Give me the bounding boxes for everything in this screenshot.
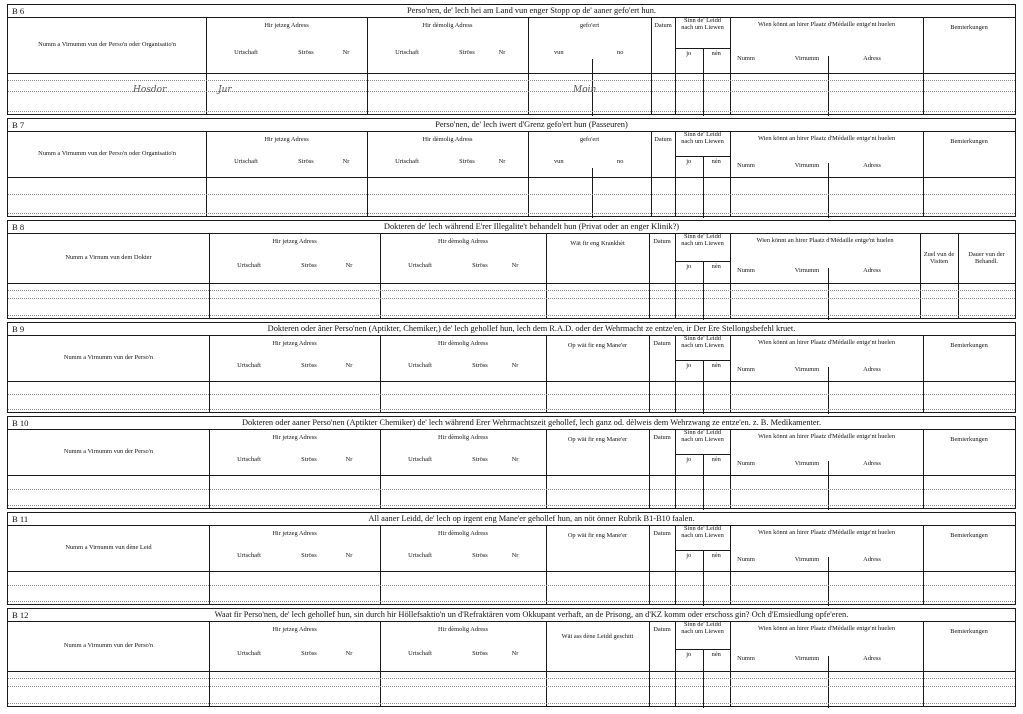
yes-no-divider bbox=[703, 550, 704, 606]
header-remarks: Bemierkungen bbox=[950, 436, 988, 443]
column-header-name: Numm a Virnumm vun der Perso'n bbox=[63, 448, 154, 455]
header-manner: Op wät fir eng Mane'er bbox=[567, 532, 628, 539]
header-street: Ströss bbox=[472, 552, 488, 559]
header-street: Ströss bbox=[472, 456, 488, 463]
header-from: vun bbox=[553, 158, 564, 165]
column-divider bbox=[209, 621, 210, 706]
header-no: nèn bbox=[711, 651, 721, 658]
header-former-address: Hir dèmolig Adress bbox=[437, 626, 489, 633]
entry-row-line bbox=[8, 290, 1015, 291]
header-remarks: Bemierkungen bbox=[950, 342, 988, 349]
column-header-name: Numm a Virnumm vun der Perso'n bbox=[63, 354, 154, 361]
column-divider bbox=[546, 621, 547, 706]
header-from: vun bbox=[553, 49, 564, 56]
header-yes: jo bbox=[686, 456, 692, 463]
header-firstname: Virnumm bbox=[794, 55, 820, 62]
section-code: B 9 bbox=[12, 324, 25, 334]
header-town: Urtschaft bbox=[237, 262, 261, 269]
column-divider bbox=[649, 621, 650, 706]
entry-row-line bbox=[8, 80, 1015, 81]
column-divider bbox=[675, 525, 676, 604]
header-medal-recipient: Wien könnt an hirer Plaatz d'Médaille entge'nt huelen bbox=[757, 135, 896, 142]
entry-row-line bbox=[8, 194, 1015, 195]
header-yes: jo bbox=[686, 50, 692, 57]
form-section bbox=[7, 220, 1016, 319]
header-firstname: Virnumm bbox=[794, 655, 820, 662]
section-code: B 6 bbox=[12, 6, 25, 16]
header-town: Urtschaft bbox=[234, 49, 258, 56]
medal-sub-divider bbox=[828, 367, 829, 414]
header-street: Ströss bbox=[301, 456, 317, 463]
column-divider bbox=[206, 17, 207, 114]
header-town: Urtschaft bbox=[395, 49, 419, 56]
header-address: Adress bbox=[863, 655, 881, 662]
header-town: Urtschaft bbox=[395, 158, 419, 165]
header-still-alive: Sinn de' Leidd nach um Liewen bbox=[681, 233, 724, 247]
header-town: Urtschaft bbox=[408, 262, 432, 269]
header-to: no bbox=[617, 49, 624, 56]
header-date: Datum bbox=[653, 530, 671, 537]
column-divider bbox=[730, 525, 731, 604]
column-divider bbox=[380, 233, 381, 318]
header-transported: gefo'ert bbox=[579, 136, 600, 143]
header-town: Urtschaft bbox=[408, 362, 432, 369]
column-divider bbox=[675, 131, 676, 216]
header-former-address: Hir dèmolig Adress bbox=[437, 340, 489, 347]
header-number: Nr bbox=[511, 650, 519, 657]
header-street: Ströss bbox=[459, 49, 475, 56]
section-title: Dokteren oder aaner Perso'nen (Aptikter Chemiker) de' lech während Erer Wehrmachtszeit gehollef, lech ganz od. dèlweis dem Wehrzwang ze entze'en. z. B. Medikamenter. bbox=[241, 418, 822, 427]
header-surname: Numm bbox=[737, 556, 755, 563]
column-divider bbox=[730, 17, 731, 114]
header-former-address: Hir dèmolig Adress bbox=[422, 136, 473, 143]
header-address: Adress bbox=[863, 267, 881, 274]
header-yes: jo bbox=[686, 158, 692, 165]
handwritten-name: Hosdor bbox=[133, 85, 167, 95]
handwritten-from: Moin bbox=[573, 85, 597, 95]
column-divider bbox=[675, 335, 676, 412]
header-address: Adress bbox=[863, 55, 881, 62]
header-still-alive: Sinn de' Leidd nach um Liewen bbox=[681, 131, 724, 145]
column-header-name: Numm a Virnumm vun der Perso'n oder Organisatio'n bbox=[38, 150, 176, 157]
header-number: Nr bbox=[345, 552, 353, 559]
form-section bbox=[7, 4, 1016, 115]
header-address: Adress bbox=[863, 460, 881, 467]
medal-sub-divider bbox=[828, 461, 829, 510]
header-street: Ströss bbox=[472, 362, 488, 369]
section-code: B 12 bbox=[12, 610, 29, 620]
header-firstname: Virnumm bbox=[794, 366, 820, 373]
section-code: B 10 bbox=[12, 418, 29, 428]
header-street: Ströss bbox=[472, 262, 488, 269]
header-date: Datum bbox=[653, 238, 671, 245]
column-divider bbox=[367, 131, 368, 216]
entry-row-line bbox=[8, 601, 1015, 602]
header-medal-recipient: Wien könnt an hirer Plaatz d'Médaille entge'nt huelen bbox=[757, 339, 896, 346]
header-manner: Op wät fir eng Mane'er bbox=[567, 342, 628, 349]
header-town: Urtschaft bbox=[237, 552, 261, 559]
header-still-alive: Sinn de' Leidd nach um Liewen bbox=[681, 17, 724, 31]
header-firstname: Virnumm bbox=[794, 556, 820, 563]
entry-row-line bbox=[8, 585, 1015, 586]
header-still-alive: Sinn de' Leidd nach um Liewen bbox=[681, 335, 724, 349]
yes-no-divider bbox=[703, 360, 704, 414]
header-street: Ströss bbox=[298, 158, 314, 165]
column-divider bbox=[920, 233, 921, 318]
header-street: Ströss bbox=[472, 650, 488, 657]
entry-row-line bbox=[8, 678, 1015, 679]
header-visits: Zuel vun de Visiten bbox=[923, 251, 955, 266]
header-address: Adress bbox=[863, 162, 881, 169]
section-code: B 7 bbox=[12, 120, 25, 130]
entry-row-line bbox=[8, 505, 1015, 506]
section-title: Dokteren de' lech während E'rer Illegalite't behandelt hun (Privat oder an enger Klinik?) bbox=[383, 222, 680, 231]
header-to: no bbox=[617, 158, 624, 165]
header-duration: Dauer vun der Behandl. bbox=[968, 251, 1005, 266]
header-former-address: Hir dèmolig Adress bbox=[437, 238, 489, 245]
column-divider bbox=[651, 131, 652, 216]
header-what-happened: Wät ass dène Leidd geschitt bbox=[561, 633, 634, 640]
section-title: Perso'nen, de' lech iwert d'Grenz gefo'ert hun (Passeuren) bbox=[435, 120, 628, 129]
medal-sub-divider bbox=[828, 656, 829, 708]
header-firstname: Virnumm bbox=[794, 162, 820, 169]
column-divider bbox=[380, 621, 381, 706]
header-medal-recipient: Wien könnt an hirer Plaatz d'Médaille entge'nt huelen bbox=[757, 625, 896, 632]
header-date: Datum bbox=[653, 626, 671, 633]
header-still-alive: Sinn de' Leidd nach um Liewen bbox=[681, 429, 724, 443]
yes-no-divider bbox=[703, 454, 704, 510]
header-number: Nr bbox=[511, 552, 519, 559]
header-number: Nr bbox=[498, 49, 506, 56]
header-firstname: Virnumm bbox=[794, 460, 820, 467]
column-divider bbox=[730, 429, 731, 508]
header-number: Nr bbox=[345, 456, 353, 463]
header-firstname: Virnumm bbox=[794, 267, 820, 274]
form-section bbox=[7, 416, 1016, 509]
section-code: B 11 bbox=[12, 514, 29, 524]
section-title: All aaner Leidd, de' lech op irgent eng Mane'er gehollef hun, an nöt önner Rubrik B1-B10 faalen. bbox=[368, 514, 695, 523]
column-divider bbox=[649, 233, 650, 318]
header-remarks: Bemierkungen bbox=[950, 628, 988, 635]
from-to-divider bbox=[592, 168, 593, 218]
header-no: nèn bbox=[711, 158, 721, 165]
entry-row-line bbox=[8, 489, 1015, 490]
column-divider bbox=[730, 621, 731, 706]
header-former-address: Hir dèmolig Adress bbox=[437, 530, 489, 537]
column-divider bbox=[528, 131, 529, 216]
header-medal-recipient: Wien könnt an hirer Plaatz d'Médaille entge'nt huelen bbox=[757, 21, 896, 28]
header-address: Adress bbox=[863, 556, 881, 563]
section-title: Dokteren oder âner Perso'nen (Aptikter, Chemiker,) de' lech gehollef hun, lech dem R.A.D. oder der Wehrmacht ze entze'en, ir Der Ere Stellongsbefehl kruet. bbox=[267, 324, 796, 333]
header-still-alive: Sinn de' Leidd nach um Liewen bbox=[681, 525, 724, 539]
column-divider bbox=[958, 233, 959, 318]
header-no: nèn bbox=[711, 50, 721, 57]
header-street: Ströss bbox=[459, 158, 475, 165]
entry-row-line bbox=[8, 686, 1015, 687]
header-surname: Numm bbox=[737, 655, 755, 662]
header-street: Ströss bbox=[301, 650, 317, 657]
header-yes: jo bbox=[686, 552, 692, 559]
medal-sub-divider bbox=[828, 163, 829, 218]
header-town: Urtschaft bbox=[237, 650, 261, 657]
header-no: nèn bbox=[711, 263, 721, 270]
header-yes: jo bbox=[686, 651, 692, 658]
header-number: Nr bbox=[345, 362, 353, 369]
header-town: Urtschaft bbox=[408, 552, 432, 559]
yes-no-divider bbox=[703, 156, 704, 218]
header-number: Nr bbox=[345, 650, 353, 657]
header-date: Datum bbox=[654, 136, 672, 143]
header-medal-recipient: Wien könnt an hirer Plaatz d'Médaille entge'nt huelen bbox=[757, 433, 896, 440]
header-current-address: Hir jetzeg Adress bbox=[272, 434, 317, 441]
column-divider bbox=[923, 17, 924, 114]
column-divider bbox=[206, 131, 207, 216]
header-number: Nr bbox=[342, 49, 350, 56]
header-yes: jo bbox=[686, 362, 692, 369]
header-street: Ströss bbox=[301, 262, 317, 269]
column-divider bbox=[730, 233, 731, 318]
header-town: Urtschaft bbox=[408, 650, 432, 657]
header-number: Nr bbox=[498, 158, 506, 165]
header-current-address: Hir jetzeg Adress bbox=[264, 136, 309, 143]
header-remarks: Bemierkungen bbox=[950, 138, 988, 145]
header-yes: jo bbox=[686, 263, 692, 270]
column-divider bbox=[209, 233, 210, 318]
entry-row-line bbox=[8, 111, 1015, 112]
header-street: Ströss bbox=[301, 362, 317, 369]
column-header-name: Numm a Virnum vun dem Dokter bbox=[65, 254, 152, 261]
header-no: nèn bbox=[711, 552, 721, 559]
header-number: Nr bbox=[511, 262, 519, 269]
header-medal-recipient: Wien könnt an hirer Plaatz d'Médaille entge'nt huelen bbox=[757, 529, 896, 536]
header-town: Urtschaft bbox=[234, 158, 258, 165]
header-surname: Numm bbox=[737, 267, 755, 274]
header-transported: gefo'ert bbox=[579, 22, 600, 29]
header-no: nèn bbox=[711, 456, 721, 463]
header-number: Nr bbox=[345, 262, 353, 269]
form-section bbox=[7, 118, 1016, 217]
header-remarks: Bemierkungen bbox=[950, 24, 988, 31]
medal-sub-divider bbox=[828, 268, 829, 320]
column-divider bbox=[675, 233, 676, 318]
column-divider bbox=[675, 429, 676, 508]
column-header-name: Numm a Virnumm vun der Perso'n bbox=[63, 642, 154, 649]
column-header-name: Numm a Virnumm vun der Perso'n oder Organisatio'n bbox=[38, 41, 176, 48]
header-current-address: Hir jetzeg Adress bbox=[272, 530, 317, 537]
column-header-name: Numm a Virnumm vun dène Leid bbox=[65, 544, 152, 551]
column-divider bbox=[528, 17, 529, 114]
header-town: Urtschaft bbox=[408, 456, 432, 463]
header-number: Nr bbox=[511, 456, 519, 463]
entry-row-line bbox=[8, 394, 1015, 395]
header-town: Urtschaft bbox=[237, 362, 261, 369]
header-surname: Numm bbox=[737, 460, 755, 467]
entry-row-line bbox=[8, 315, 1015, 316]
header-current-address: Hir jetzeg Adress bbox=[272, 340, 317, 347]
header-number: Nr bbox=[342, 158, 350, 165]
section-title: Waat fir Perso'nen, de' lech gehollef hun, sin durch hir Höllefsaktio'n un d'Refraktären vom Okkupant verhaft, an de Prisong, an d'KZ komm oder erschoss gin? Och d'Emsiedlung opfe'eren. bbox=[214, 610, 849, 619]
column-divider bbox=[730, 335, 731, 412]
yes-no-divider bbox=[703, 48, 704, 116]
form-section bbox=[7, 608, 1016, 707]
header-manner: Op wät fir eng Mane'er bbox=[567, 436, 628, 443]
section-title: Perso'nen, de' lech hei am Land vun enger Stopp op de' aaner gefo'ert hun. bbox=[406, 6, 657, 15]
header-surname: Numm bbox=[737, 366, 755, 373]
header-former-address: Hir dèmolig Adress bbox=[437, 434, 489, 441]
header-date: Datum bbox=[654, 22, 672, 29]
header-illness: Wät fir eng Krankhèt bbox=[570, 240, 625, 247]
entry-row-line bbox=[8, 298, 1015, 299]
header-current-address: Hir jetzeg Adress bbox=[272, 626, 317, 633]
header-current-address: Hir jetzeg Adress bbox=[272, 238, 317, 245]
section-code: B 8 bbox=[12, 222, 25, 232]
header-surname: Numm bbox=[737, 162, 755, 169]
header-former-address: Hir dèmolig Adress bbox=[422, 22, 473, 29]
form-section bbox=[7, 322, 1016, 413]
column-divider bbox=[367, 17, 368, 114]
header-remarks: Bemierkungen bbox=[950, 532, 988, 539]
header-town: Urtschaft bbox=[237, 456, 261, 463]
medal-sub-divider bbox=[828, 557, 829, 606]
entry-row-line bbox=[8, 213, 1015, 214]
header-no: nèn bbox=[711, 362, 721, 369]
header-medal-recipient: Wien könnt an hirer Plaatz d'Médaille entge'nt huelen bbox=[756, 237, 894, 244]
header-address: Adress bbox=[863, 366, 881, 373]
header-date: Datum bbox=[653, 340, 671, 347]
form-section bbox=[7, 512, 1016, 605]
column-divider bbox=[675, 17, 676, 114]
header-number: Nr bbox=[511, 362, 519, 369]
column-divider bbox=[730, 131, 731, 216]
column-divider bbox=[651, 17, 652, 114]
header-date: Datum bbox=[653, 434, 671, 441]
header-current-address: Hir jetzeg Adress bbox=[264, 22, 309, 29]
medal-sub-divider bbox=[828, 56, 829, 116]
entry-row-line bbox=[8, 409, 1015, 410]
column-divider bbox=[675, 621, 676, 706]
header-street: Ströss bbox=[298, 49, 314, 56]
header-still-alive: Sinn de' Leidd nach um Liewen bbox=[681, 621, 724, 635]
header-surname: Numm bbox=[737, 55, 755, 62]
handwritten-town: Jur bbox=[218, 85, 232, 95]
header-street: Ströss bbox=[301, 552, 317, 559]
entry-row-line bbox=[8, 703, 1015, 704]
